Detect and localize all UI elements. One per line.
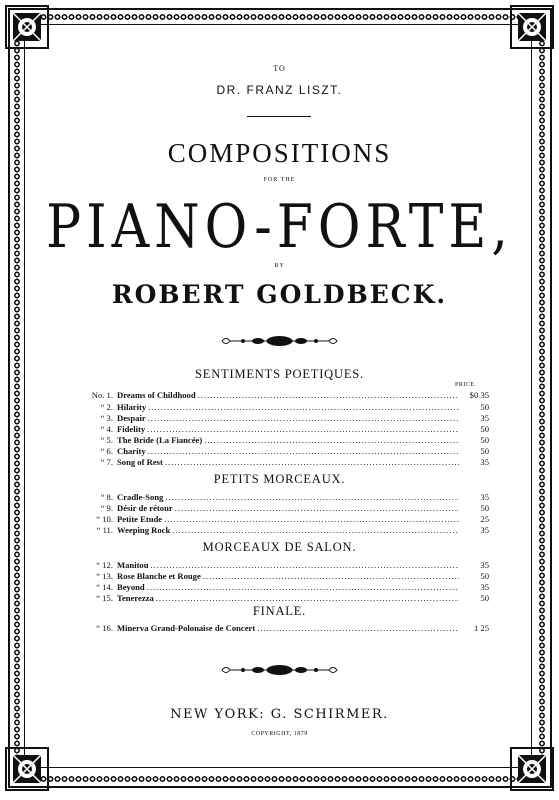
list-item <box>77 571 489 582</box>
item-title: Cradle-Song <box>117 492 164 502</box>
bottom-chain-border <box>40 776 519 782</box>
list-item <box>77 424 489 435</box>
flourish-divider-bottom <box>0 662 559 678</box>
item-price: 35 <box>480 525 489 535</box>
item-title: Minerva Grand-Polonaise de Concert <box>117 623 256 633</box>
item-title: Tenerezza <box>117 593 154 603</box>
copyright-notice: COPYRIGHT, 1879 <box>251 731 308 737</box>
item-number: “ 6. <box>100 446 113 456</box>
item-title: Dreams of Childhood <box>117 390 196 400</box>
dot-leader <box>172 525 459 536</box>
dot-leader <box>198 390 459 401</box>
list-item <box>77 503 489 514</box>
list-item <box>77 560 489 571</box>
item-price: 35 <box>480 492 489 502</box>
dot-leader <box>148 402 459 413</box>
dot-leader <box>151 560 459 571</box>
item-price: 35 <box>480 413 489 423</box>
list-item <box>77 435 489 446</box>
item-price: 50 <box>480 435 489 445</box>
corner-ornament-bottom-left <box>4 746 50 792</box>
item-number: “ 16. <box>96 623 113 633</box>
dot-leader <box>147 424 459 435</box>
list-item <box>77 390 489 401</box>
item-number: “ 10. <box>96 514 113 524</box>
list-item <box>77 593 489 604</box>
item-title: Beyond <box>117 582 145 592</box>
item-title: Weeping Rock <box>117 525 171 535</box>
item-number: No. 1. <box>91 390 113 400</box>
item-number: “ 12. <box>96 560 113 570</box>
title-for-the: FOR THE <box>263 177 296 183</box>
list-item <box>77 514 489 525</box>
item-price: 35 <box>480 582 489 592</box>
item-title: Rose Blanche et Rouge <box>117 571 201 581</box>
item-title: The Bride (La Fiancée) <box>117 435 203 445</box>
item-number: “ 3. <box>100 413 113 423</box>
item-title: Song of Rest <box>117 457 163 467</box>
dedication-rule <box>247 116 311 117</box>
item-number: “ 13. <box>96 571 113 581</box>
dedication-name: DR. FRANZ LISZT. <box>216 83 343 97</box>
flourish-divider-top <box>0 333 559 349</box>
item-title: Petite Etude <box>117 514 163 524</box>
item-price: 50 <box>480 571 489 581</box>
item-number: “ 5. <box>100 435 113 445</box>
list-item <box>77 582 489 593</box>
item-number: “ 7. <box>100 457 113 467</box>
title-compositions: COMPOSITIONS <box>167 138 392 168</box>
item-price: 35 <box>480 457 489 467</box>
item-title: Manitou <box>117 560 149 570</box>
item-price: 50 <box>480 402 489 412</box>
corner-ornament-top-right <box>509 4 555 50</box>
section-heading: MORCEAUX DE SALON. <box>202 540 357 554</box>
dot-leader <box>175 503 459 514</box>
item-title: Désir de rétour <box>117 503 173 513</box>
list-item <box>77 525 489 536</box>
list-item <box>77 446 489 457</box>
corner-ornament-top-left <box>4 4 50 50</box>
list-item <box>77 492 489 503</box>
item-price: 50 <box>480 424 489 434</box>
item-title: Charity <box>117 446 146 456</box>
item-price: 35 <box>480 560 489 570</box>
item-price: 50 <box>480 446 489 456</box>
item-price: 50 <box>480 503 489 513</box>
item-price: 25 <box>480 514 489 524</box>
section-heading: FINALE. <box>252 604 307 618</box>
dot-leader <box>257 623 459 634</box>
item-price: $0 35 <box>469 390 489 400</box>
dot-leader <box>204 435 459 446</box>
publisher-imprint: NEW YORK: G. SCHIRMER. <box>170 707 389 722</box>
list-item <box>77 413 489 424</box>
price-header: PRICE. <box>455 382 477 388</box>
dot-leader <box>156 593 459 604</box>
dot-leader <box>165 457 459 468</box>
item-number: “ 14. <box>96 582 113 592</box>
top-chain-border <box>40 14 519 20</box>
section-heading: PETITS MORCEAUX. <box>213 472 346 486</box>
title-piano-forte: PIANO-FORTE, <box>46 193 513 262</box>
dot-leader <box>148 413 459 424</box>
dot-leader <box>164 514 459 525</box>
title-by: BY <box>274 263 285 269</box>
item-number: “ 8. <box>100 492 113 502</box>
list-item <box>77 623 489 634</box>
list-item <box>77 402 489 413</box>
item-number: “ 15. <box>96 593 113 603</box>
composer-name: ROBERT GOLDBECK. <box>111 280 448 309</box>
dot-leader <box>147 582 459 593</box>
item-number: “ 9. <box>100 503 113 513</box>
item-number: “ 4. <box>100 424 113 434</box>
dot-leader <box>203 571 459 582</box>
list-item <box>77 457 489 468</box>
item-title: Hilarity <box>117 402 147 412</box>
item-price: 50 <box>480 593 489 603</box>
item-price: 1 25 <box>473 623 489 633</box>
item-title: Fidelity <box>117 424 146 434</box>
section-heading: SENTIMENTS POETIQUES. <box>195 367 364 381</box>
corner-ornament-bottom-right <box>509 746 555 792</box>
item-title: Despair <box>117 413 146 423</box>
item-number: “ 11. <box>96 525 113 535</box>
dot-leader <box>148 446 459 457</box>
dedication-to: TO <box>273 64 286 73</box>
dot-leader <box>165 492 459 503</box>
item-number: “ 2. <box>100 402 113 412</box>
